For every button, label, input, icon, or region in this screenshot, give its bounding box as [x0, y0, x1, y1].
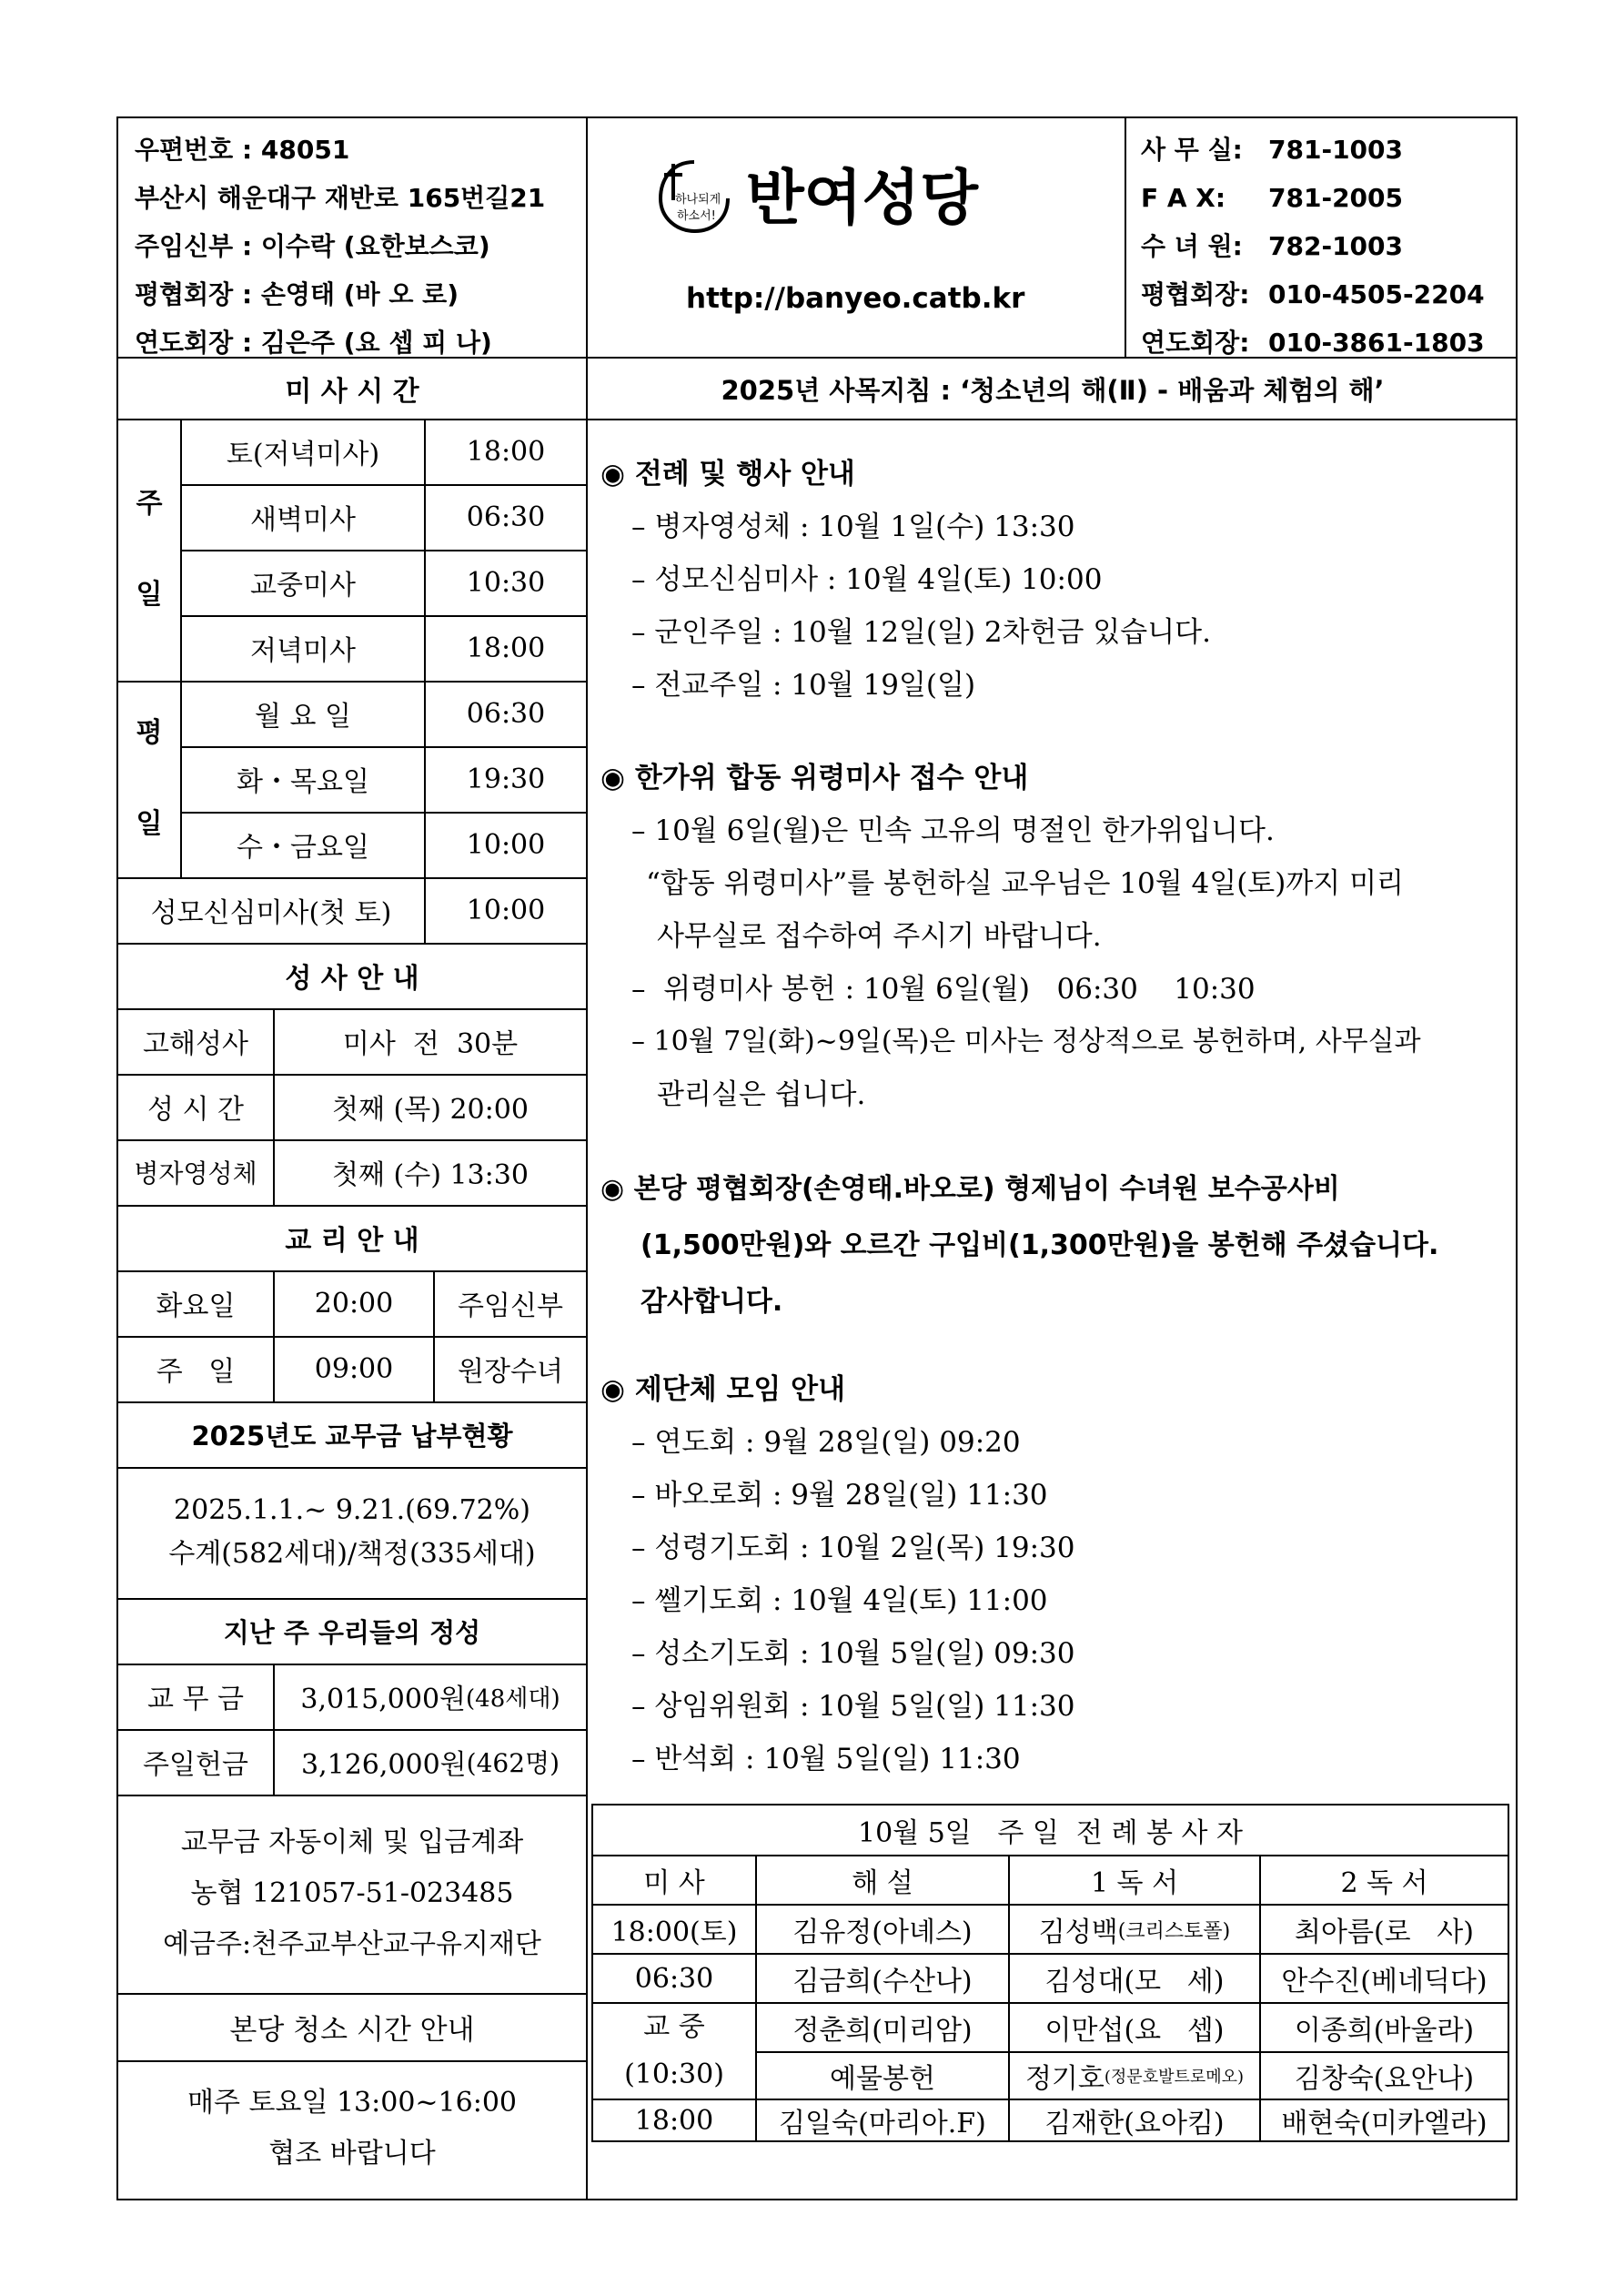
mass-row-name: 수・금요일 — [237, 832, 369, 864]
servers-mass: 18:00(토) — [610, 1917, 738, 1948]
dues-period: 2025.1.1.~ 9.21.(69.72%) — [174, 1494, 530, 1526]
mass-row-time: 18:00 — [466, 632, 546, 664]
contact-council: 평협회장: 010-4505-2204 — [1141, 279, 1485, 309]
offering-name: 교 무 금 — [146, 1684, 244, 1715]
legion-chair: 연도회장 : 김은주 (요 셉 피 나) — [135, 328, 492, 358]
account-title: 교무금 자동이체 및 입금계좌 — [180, 1826, 524, 1858]
cleaning-time: 매주 토요일 13:00~16:00 — [187, 2087, 518, 2119]
dues-title: 2025년도 교무금 납부현황 — [191, 1420, 513, 1451]
mass-row-name: 저녁미사 — [250, 635, 356, 667]
chuseok-line: – 위령미사 봉헌 : 10월 6일(월) 06:30 10:30 — [631, 973, 1256, 1006]
bulletin-page — [116, 116, 1518, 2200]
header-contacts — [1141, 126, 1505, 367]
liturgy-item: – 성모신심미사 : 10월 4일(토) 10:00 — [631, 563, 1103, 596]
mass-row-time: 18:00 — [466, 435, 546, 468]
offering-amount: 3,126,000원 (462명) — [300, 1748, 560, 1781]
servers-header-mass: 미 사 — [643, 1867, 705, 1899]
group-item: – 상임위원회 : 10월 5일(일) 11:30 — [631, 1690, 1075, 1723]
council-chair: 평협회장 : 손영태 (바 오 로) — [135, 279, 459, 309]
sacrament-name: 고해성사 — [143, 1028, 248, 1060]
offering-name: 주일헌금 — [143, 1749, 248, 1781]
group-item: – 바오로회 : 9월 28일(일) 11:30 — [631, 1479, 1048, 1512]
mass-row-time: 10:00 — [466, 828, 546, 861]
contact-legion: 연도회장: 010-3861-1803 — [1141, 328, 1485, 358]
servers-reader1: 이만섭(요 셉) — [1044, 2015, 1225, 2047]
servers-mass: 18:00 — [634, 2104, 714, 2137]
servers-header-reader2: 2 독 서 — [1340, 1867, 1428, 1899]
notices — [600, 448, 1510, 1785]
group-item: – 성령기도회 : 10월 2일(목) 19:30 — [631, 1532, 1075, 1564]
sacrament-value: 첫째 (목) 20:00 — [332, 1094, 529, 1126]
contact-convent: 수 녀 원: 782-1003 — [1141, 231, 1403, 261]
dues-households: 수계(582세대)/책정(335세대) — [168, 1538, 536, 1570]
group-item: – 반석회 : 10월 5일(일) 11:30 — [631, 1743, 1021, 1775]
sacraments-title: 성 사 안 내 — [285, 963, 419, 995]
cleaning-info — [118, 2060, 586, 2197]
logo-text-2: 하소서! — [677, 209, 716, 223]
servers-commentator: 정춘희(미리암) — [792, 2015, 973, 2047]
chuseok-title: ◉ 한가위 합동 위령미사 접수 안내 — [600, 762, 1029, 794]
logo-text-1: 하나되게 — [675, 193, 721, 207]
servers-reader2: 최아름(로 사) — [1295, 1917, 1474, 1948]
website-link[interactable]: http://banyeo.catb.kr — [686, 282, 1025, 315]
catechism-title: 교 리 안 내 — [285, 1225, 419, 1257]
servers-header-commentator: 해 설 — [852, 1867, 913, 1899]
weekday-label: 평 일 — [136, 717, 163, 840]
cleaning-request: 협조 바랍니다 — [268, 2138, 436, 2170]
catechism-time: 09:00 — [314, 1352, 394, 1385]
servers-reader2: 김창숙(요안나) — [1294, 2063, 1475, 2095]
cleaning-title: 본당 청소 시간 안내 — [229, 2013, 475, 2047]
liturgy-item: – 전교주일 : 10월 19일(일) — [631, 669, 976, 702]
church-name: 반여성당 — [746, 163, 979, 233]
contact-fax: F A X: 781-2005 — [1141, 183, 1403, 213]
servers-table — [591, 1804, 1509, 2142]
liturgy-title: ◉ 전례 및 행사 안내 — [600, 458, 855, 491]
church-logo — [653, 155, 735, 237]
servers-title: 10월 5일 주 일 전 례 봉 사 자 — [858, 1817, 1243, 1849]
liturgy-item: – 군인주일 : 10월 12일(일) 2차헌금 있습니다. — [631, 616, 1211, 649]
chuseok-line: 관리실은 쉽니다. — [657, 1078, 866, 1111]
liturgy-item: – 병자영성체 : 10월 1일(수) 13:30 — [631, 511, 1075, 543]
offering-title: 지난 주 우리들의 정성 — [223, 1616, 481, 1648]
mass-row-time: 19:30 — [466, 763, 546, 795]
mass-row-name: 토(저녁미사) — [226, 439, 380, 470]
servers-reader1: 김성백 (크리스토폴) — [1038, 1917, 1231, 1948]
mass-row-name: 월 요 일 — [254, 701, 351, 733]
mass-row-name: 화・목요일 — [237, 766, 369, 798]
thanks-line: (1,500만원)와 오르간 구입비(1,300만원)을 봉헌해 주셨습니다. — [641, 1229, 1439, 1261]
catechism-day: 화요일 — [156, 1290, 236, 1322]
catechism-time: 20:00 — [314, 1287, 394, 1320]
first-saturday-mass: 성모신심미사(첫 토) — [150, 897, 392, 929]
servers-mass-main: 교 중 (10:30) — [624, 2011, 724, 2090]
pastoral-motto: 2025년 사목지침 : ‘청소년의 해(Ⅱ) - 배움과 체험의 해’ — [721, 374, 1385, 406]
group-item: – 쎌기도회 : 10월 4일(토) 11:00 — [631, 1584, 1048, 1617]
chuseok-line: – 10월 6일(월)은 민속 고유의 명절인 한가위입니다. — [631, 814, 1275, 847]
mass-row-name: 새벽미사 — [250, 504, 356, 536]
sacrament-name: 병자영성체 — [134, 1158, 257, 1188]
servers-reader2: 배현숙(미카엘라) — [1281, 2108, 1488, 2139]
servers-reader1: 정기호 (정문호발트로메오) — [1024, 2063, 1245, 2095]
chuseok-line: “합동 위령미사”를 봉헌하실 교우님은 10월 4일(토)까지 미리 — [646, 867, 1404, 900]
mass-times-title: 미 사 시 간 — [285, 376, 419, 408]
chuseok-line: – 10월 7일(화)~9일(목)은 미사는 정상적으로 봉헌하며, 사무실과 — [631, 1026, 1421, 1057]
servers-reader2: 안수진(베네딕다) — [1281, 1966, 1488, 1998]
groups-title: ◉ 제단체 모임 안내 — [600, 1373, 846, 1406]
servers-offertory: 예물봉헌 — [830, 2063, 935, 2095]
servers-commentator: 김금희(수산나) — [792, 1966, 973, 1998]
thanks-line: ◉ 본당 평협회장(손영태.바오로) 형제님이 수녀원 보수공사비 — [600, 1173, 1340, 1205]
bank-account — [118, 1795, 586, 1993]
sunday-label: 주 일 — [136, 488, 163, 611]
group-item: – 성소기도회 : 10월 5일(일) 09:30 — [631, 1637, 1075, 1670]
servers-header-reader1: 1 독 서 — [1090, 1867, 1179, 1899]
offering-amount: 3,015,000원 (48세대) — [300, 1684, 560, 1715]
mass-row-time: 06:30 — [466, 501, 546, 533]
mass-row-time: 06:30 — [466, 697, 546, 730]
dues-status — [118, 1467, 586, 1598]
catechism-who: 원장수녀 — [458, 1356, 563, 1388]
header-left — [135, 126, 599, 367]
servers-commentator: 김유정(아녜스) — [792, 1917, 973, 1948]
mass-row-name: 교중미사 — [250, 570, 356, 602]
account-holder: 예금주:천주교부산교구유지재단 — [163, 1928, 541, 1960]
account-number: 농협 121057-51-023485 — [190, 1877, 514, 1909]
catechism-who: 주임신부 — [458, 1290, 563, 1322]
servers-reader2: 이종희(바울라) — [1294, 2015, 1475, 2047]
first-saturday-time: 10:00 — [466, 894, 546, 926]
catechism-day: 주 일 — [156, 1356, 236, 1388]
address: 부산시 해운대구 재반로 165번길21 — [135, 183, 546, 213]
thanks-line: 감사합니다. — [641, 1286, 783, 1318]
servers-commentator: 김일숙(마리아.F) — [779, 2108, 986, 2139]
sacrament-value: 미사 전 30분 — [342, 1028, 519, 1060]
sacrament-name: 성 시 간 — [146, 1094, 244, 1126]
postal-code: 우편번호 : 48051 — [135, 135, 350, 165]
pastor: 주임신부 : 이수락 (요한보스코) — [135, 231, 490, 261]
servers-mass: 06:30 — [634, 1962, 714, 1995]
servers-reader1: 김재한(요아킴) — [1044, 2108, 1225, 2139]
contact-office: 사 무 실: 781-1003 — [1141, 135, 1403, 165]
sacrament-value: 첫째 (수) 13:30 — [332, 1159, 529, 1191]
servers-reader1: 김성대(모 세) — [1044, 1966, 1225, 1998]
group-item: – 연도회 : 9월 28일(일) 09:20 — [631, 1426, 1021, 1459]
mass-row-time: 10:30 — [466, 566, 546, 599]
chuseok-line: 사무실로 접수하여 주시기 바랍니다. — [657, 920, 1102, 953]
